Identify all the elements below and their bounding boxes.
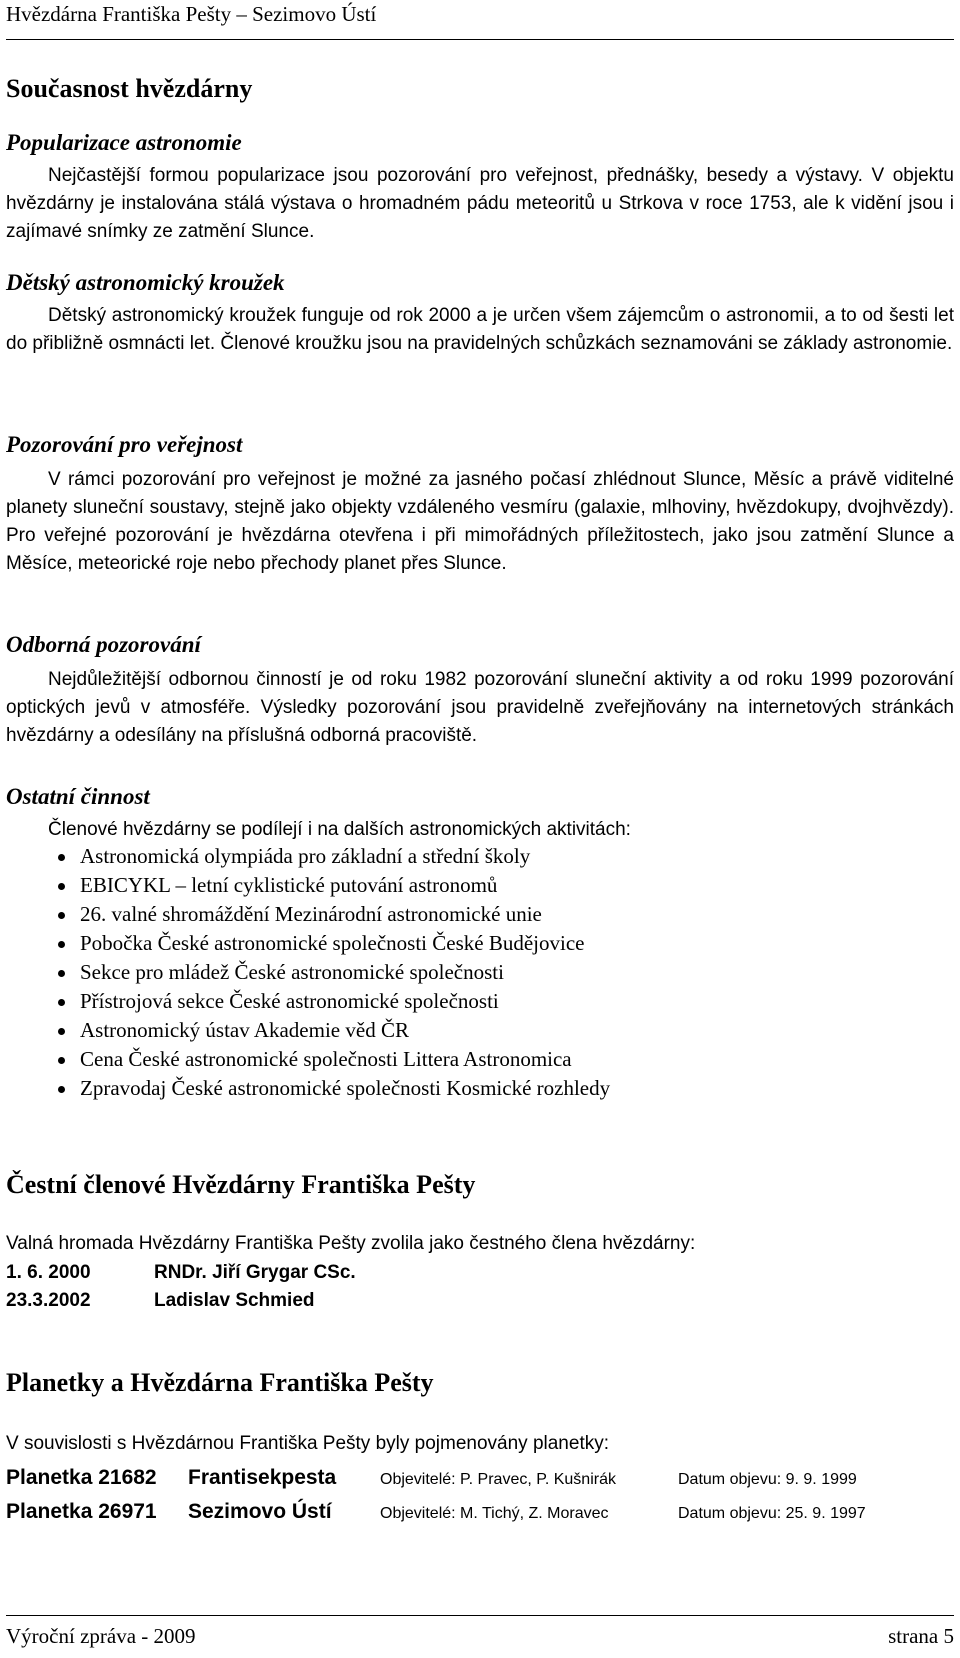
bullet-icon [58,1028,65,1035]
heading-popularizace: Popularizace astronomie [6,130,242,155]
list-item: Astronomický ústav Akademie věd ČR [58,1016,610,1045]
planet-number: Planetka 21682 [6,1466,157,1489]
bullet-icon [58,854,65,861]
list-item: Cena České astronomické společnosti Littera Astronomica [58,1045,610,1074]
list-item: 26. valné shromáždění Mezinárodní astronomické unie [58,900,610,929]
main-title: Současnost hvězdárny [6,74,253,103]
heading-cestni: Čestní členové Hvězdárny Františka Pešty [6,1170,476,1199]
planet-name: Frantisekpesta [188,1466,337,1489]
heading-krouzek: Dětský astronomický kroužek [6,270,285,295]
planet-date: Datum objevu: 25. 9. 1997 [678,1505,866,1522]
bullet-icon [58,883,65,890]
planet-date: Datum objevu: 9. 9. 1999 [678,1471,857,1488]
honor-member-row [6,1262,356,1284]
footer-page-number: strana 5 [888,1624,954,1648]
list-item: Astronomická olympiáda pro základní a střední školy [58,842,610,871]
planet-row [6,1500,866,1524]
planet-discoverers: Objevitelé: P. Pravec, P. Kušnirák [380,1471,616,1488]
text-krouzek: Dětský astronomický kroužek funguje od rok 2000 a je určen všem zájemcům o astronomii, a to od šesti let do přibližně osmnácti let. Členové kroužku jsou na pravidelných schůzkách seznamováni se základy astronomie. [6,305,954,354]
text-odborna: Nejdůležitější odbornou činností je od roku 1982 pozorování sluneční aktivity a od roku 1999 pozorování optických jevů v atmosféře. Výsledky pozorování jsou pravidelně zveřejňovány na internetových stránkách hvězdárny a odesílány na příslušná odborná pracoviště. [6,669,954,746]
text-planetky-intro: V souvislosti s Hvězdárnou Františka Pešty byly pojmenovány planetky: [6,1433,609,1454]
page-header: Hvězdárna Františka Pešty – Sezimovo Ústí [6,2,377,26]
text-verejnost: V rámci pozorování pro veřejnost je možné za jasného počasí zhlédnout Slunce, Měsíc a právě viditelné planety sluneční soustavy, stejně jako objekty vzdáleného vesmíru (galaxie, mlhoviny, hvězdokupy, dvojhvězdy). Pro veřejné pozorování je hvězdárna otevřena i při mimořádných příležitostech, jako jsou zatmění Slunce a Měsíce, meteorické roje nebo přechody planet přes Slunce. [6,469,954,574]
heading-odborna: Odborná pozorování [6,632,201,657]
honor-date: 1. 6. 2000 [6,1262,91,1283]
footer-rule [6,1615,954,1616]
honor-name: RNDr. Jiří Grygar CSc. [154,1262,356,1283]
honor-date: 23.3.2002 [6,1290,91,1311]
header-rule [6,39,954,40]
text-ostatni-intro: Členové hvězdárny se podílejí i na dalších astronomických aktivitách: [48,819,631,840]
list-item: Přístrojová sekce České astronomické společnosti [58,987,610,1016]
list-item: EBICYKL – letní cyklistické putování astronomů [58,871,610,900]
footer-report-title: Výroční zpráva - 2009 [6,1624,196,1648]
text-cestni-intro: Valná hromada Hvězdárny Františka Pešty zvolila jako čestného člena hvězdárny: [6,1233,696,1254]
heading-planetky: Planetky a Hvězdárna Františka Pešty [6,1368,434,1397]
bullet-icon [58,1057,65,1064]
heading-verejnost: Pozorování pro veřejnost [6,432,243,457]
honor-member-row [6,1290,315,1312]
planet-number: Planetka 26971 [6,1500,157,1523]
bullet-icon [58,1086,65,1093]
bullet-icon [58,912,65,919]
list-item: Zpravodaj České astronomické společnosti Kosmické rozhledy [58,1074,610,1103]
bullet-icon [58,999,65,1006]
text-popularizace: Nejčastější formou popularizace jsou pozorování pro veřejnost, přednášky, besedy a výstavy. V objektu hvězdárny je instalována stálá výstava o hromadném pádu meteoritů u Strkova v roce 1753, ale k vidění jsou i zajímavé snímky ze zatmění Slunce. [6,165,954,242]
planet-discoverers: Objevitelé: M. Tichý, Z. Moravec [380,1505,609,1522]
bullet-icon [58,941,65,948]
list-item: Sekce pro mládež České astronomické společnosti [58,958,610,987]
honor-name: Ladislav Schmied [154,1290,315,1311]
list-item: Pobočka České astronomické společnosti České Budějovice [58,929,610,958]
bullet-icon [58,970,65,977]
activities-list [58,842,610,1103]
planet-row [6,1466,857,1490]
planet-name: Sezimovo Ústí [188,1500,332,1523]
heading-ostatni: Ostatní činnost [6,784,150,809]
